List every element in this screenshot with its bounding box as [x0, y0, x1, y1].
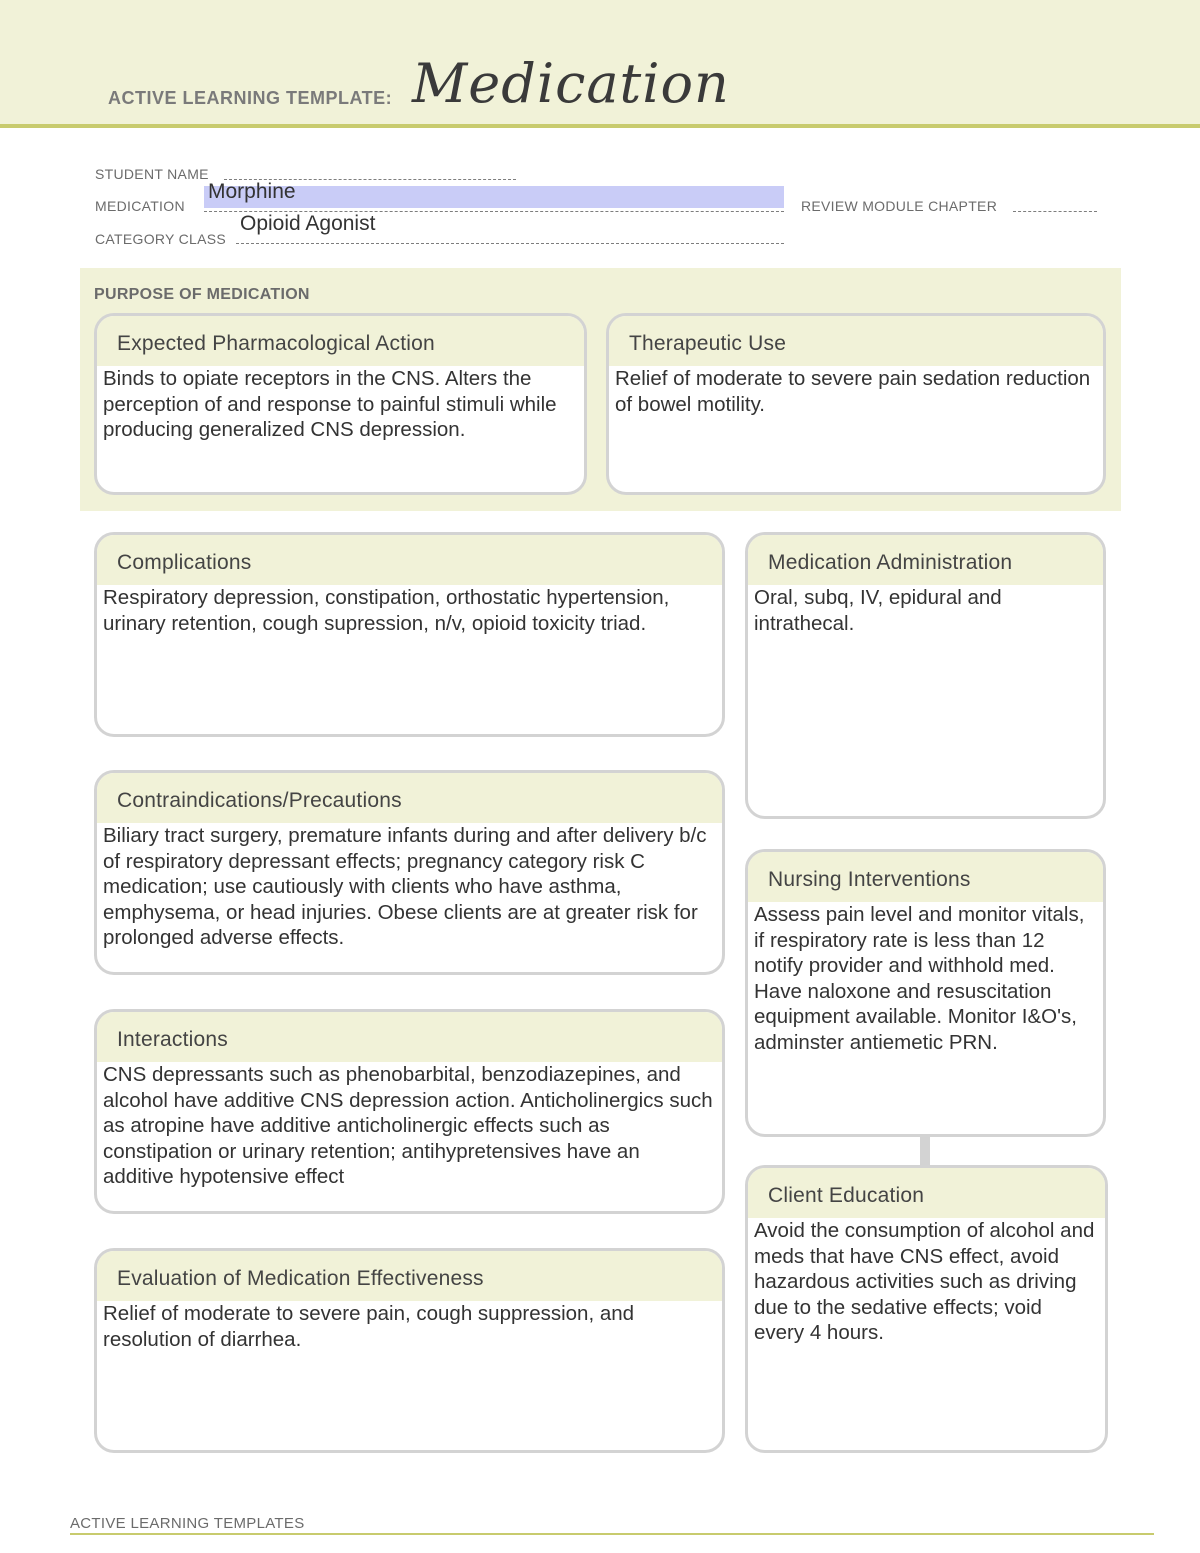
category-class-field[interactable]	[236, 243, 784, 244]
evaluation-card	[94, 1248, 725, 1453]
header-divider	[0, 124, 1200, 128]
therapeutic-use-title: Therapeutic Use	[609, 316, 1103, 366]
medication-administration-card	[745, 532, 1106, 819]
review-module-chapter-field[interactable]	[1013, 211, 1097, 212]
expected-action-title: Expected Pharmacological Action	[97, 316, 584, 366]
template-kicker: ACTIVE LEARNING TEMPLATE:	[108, 88, 393, 108]
category-class-label: CATEGORY CLASS	[95, 231, 227, 247]
medication-administration-title: Medication Administration	[748, 535, 1103, 585]
contraindications-card	[94, 770, 725, 975]
therapeutic-use-body[interactable]: Relief of moderate to severe pain sedation reduction of bowel motility.	[615, 367, 1091, 416]
evaluation-body[interactable]: Relief of moderate to severe pain, cough suppression, and resolution of diarrhea.	[103, 1302, 635, 1351]
medication-value: Morphine	[208, 180, 296, 203]
student-name-label: STUDENT NAME	[95, 166, 209, 182]
page-title: Medication	[412, 52, 730, 115]
nursing-interventions-body[interactable]: Assess pain level and monitor vitals, if respiratory rate is less than 12 notify provider and withhold med. Have naloxone and resuscitation equipment available. Monitor I&O's, adminster antiemetic PRN.	[754, 903, 1085, 1054]
review-module-chapter-label: REVIEW MODULE CHAPTER	[801, 198, 998, 214]
complications-body[interactable]: Respiratory depression, constipation, orthostatic hypertension, urinary retention, cough supression, n/v, opioid toxicity triad.	[103, 586, 670, 635]
contraindications-body[interactable]: Biliary tract surgery, premature infants during and after delivery b/c of respiratory depressant effects; pregnancy category risk C medication; use cautiously with clients who have asthma, emphysema, or head injuries. Obese clients are at greater risk for prolonged adverse effects.	[103, 824, 707, 949]
complications-card	[94, 532, 725, 737]
client-education-card	[745, 1165, 1108, 1453]
expected-action-card	[94, 313, 587, 495]
purpose-label: PURPOSE OF MEDICATION	[94, 286, 310, 303]
card-connector	[920, 1135, 930, 1165]
interactions-body[interactable]: CNS depressants such as phenobarbital, benzodiazepines, and alcohol have additive CNS depression action. Anticholinergics such as atropine have additive anticholinergic effects such as constipation or urinary retention; antihypretensives have an additive hypotensive effect	[103, 1063, 713, 1188]
medication-administration-body[interactable]: Oral, subq, IV, epidural and intrathecal.	[754, 586, 1002, 635]
category-class-value: Opioid Agonist	[240, 212, 376, 235]
expected-action-body[interactable]: Binds to opiate receptors in the CNS. Alters the perception of and response to painful stimuli while producing generalized CNS depression.	[103, 367, 557, 441]
therapeutic-use-card	[606, 313, 1106, 495]
complications-title: Complications	[97, 535, 722, 585]
evaluation-title: Evaluation of Medication Effectiveness	[97, 1251, 722, 1301]
nursing-interventions-card	[745, 849, 1106, 1137]
interactions-card	[94, 1009, 725, 1214]
nursing-interventions-title: Nursing Interventions	[748, 852, 1103, 902]
interactions-title: Interactions	[97, 1012, 722, 1062]
footer-divider	[70, 1533, 1154, 1535]
footer-label: ACTIVE LEARNING TEMPLATES	[70, 1515, 305, 1532]
client-education-title: Client Education	[748, 1168, 1105, 1218]
medication-label: MEDICATION	[95, 198, 185, 214]
contraindications-title: Contraindications/Precautions	[97, 773, 722, 823]
client-education-body[interactable]: Avoid the consumption of alcohol and meds that have CNS effect, avoid hazardous activities such as driving due to the sedative effects; void every 4 hours.	[754, 1219, 1095, 1344]
